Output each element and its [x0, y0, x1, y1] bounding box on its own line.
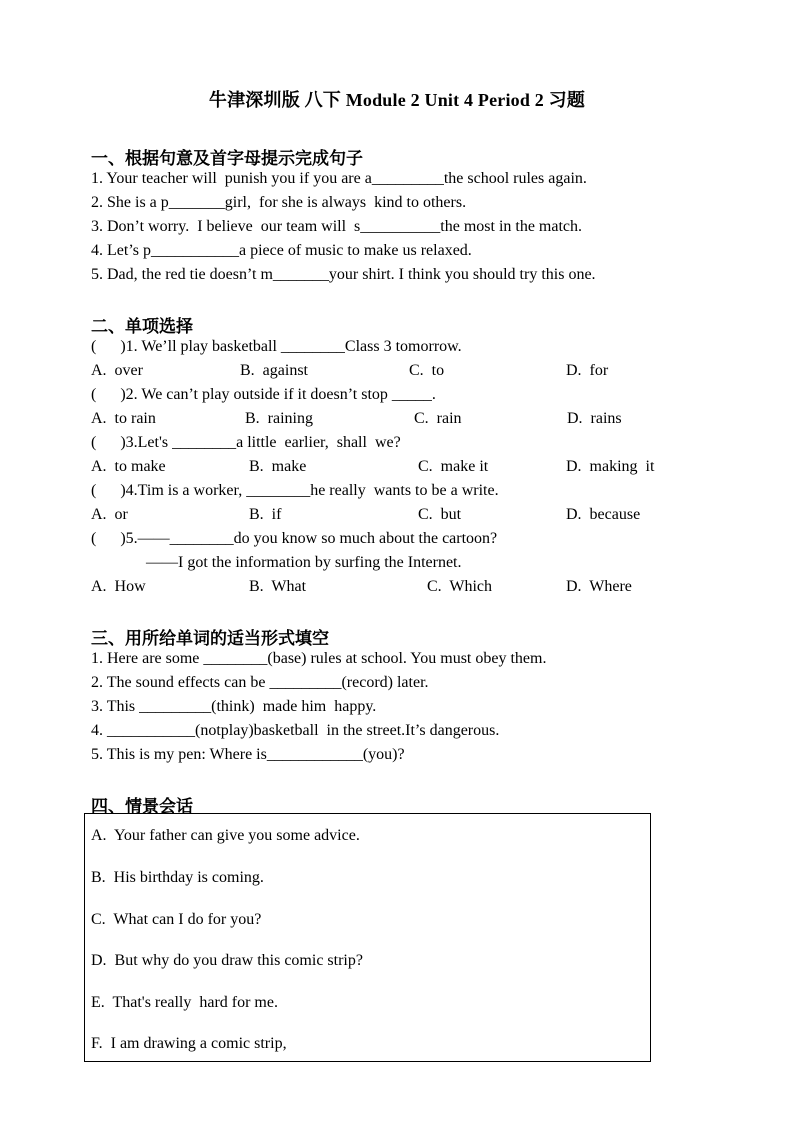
section-3-heading: 三、用所给单词的适当形式填空	[91, 629, 329, 648]
question-1-option-b: B. against	[240, 362, 308, 379]
question-2-option-d: D. rains	[567, 410, 622, 427]
section-1-heading: 一、根据句意及首字母提示完成句子	[91, 149, 363, 168]
section-3-item-4: 4. ___________(notplay)basketball in the street.It’s dangerous.	[91, 722, 500, 739]
page-title: 牛津深圳版 八下 Module 2 Unit 4 Period 2 习题	[208, 90, 586, 110]
question-4-option-c: C. but	[418, 506, 462, 523]
section-1-item-4: 4. Let’s p___________a piece of music to make us relaxed.	[91, 242, 472, 259]
section-3-item-1: 1. Here are some ________(base) rules at school. You must obey them.	[91, 650, 547, 667]
question-5-stem-reply: ——I got the information by surfing the Internet.	[146, 554, 462, 571]
question-4-option-b: B. if	[249, 506, 282, 523]
question-1-option-c: C. to	[409, 362, 445, 379]
question-1-option-a: A. over	[91, 362, 143, 379]
question-2-option-c: C. rain	[414, 410, 462, 427]
section-1-item-2: 2. She is a p_______girl, for she is always kind to others.	[91, 194, 467, 211]
question-3-option-c: C. make it	[418, 458, 489, 475]
question-1-option-d: D. for	[566, 362, 609, 379]
section-1-item-3: 3. Don’t worry. I believe our team will s__________the most in the match.	[91, 218, 583, 235]
question-2-stem: ( )2. We can’t play outside if it doesn’t stop _____.	[91, 386, 436, 403]
question-5-option-d: D. Where	[566, 578, 632, 595]
dialogue-option-e: E. That's really hard for me.	[91, 994, 278, 1011]
question-5-option-b: B. What	[249, 578, 307, 595]
question-5-option-c: C. Which	[427, 578, 493, 595]
section-1-item-5: 5. Dad, the red tie doesn’t m_______your shirt. I think you should try this one.	[91, 266, 596, 283]
question-3-option-b: B. make	[249, 458, 307, 475]
question-4-option-a: A. or	[91, 506, 128, 523]
question-4-option-d: D. because	[566, 506, 641, 523]
section-2-heading: 二、单项选择	[91, 317, 193, 336]
dialogue-option-b: B. His birthday is coming.	[91, 869, 264, 886]
section-4-heading: 四、情景会话	[91, 797, 193, 816]
dialogue-option-d: D. But why do you draw this comic strip?	[91, 952, 363, 969]
dialogue-option-c: C. What can I do for you?	[91, 911, 262, 928]
question-5-option-a: A. How	[91, 578, 146, 595]
question-2-option-b: B. raining	[245, 410, 313, 427]
dialogue-options-box	[84, 813, 651, 1062]
question-3-stem: ( )3.Let's ________a little earlier, shall we?	[91, 434, 401, 451]
question-5-stem: ( )5.——________do you know so much about the cartoon?	[91, 530, 498, 547]
section-1-item-1: 1. Your teacher will punish you if you are a_________the school rules again.	[91, 170, 587, 187]
section-3-item-3: 3. This _________(think) made him happy.	[91, 698, 377, 715]
section-3-item-5: 5. This is my pen: Where is____________(you)?	[91, 746, 405, 763]
section-3-item-2: 2. The sound effects can be _________(record) later.	[91, 674, 429, 691]
question-4-stem: ( )4.Tim is a worker, ________he really wants to be a write.	[91, 482, 499, 499]
question-1-stem: ( )1. We’ll play basketball ________Class 3 tomorrow.	[91, 338, 462, 355]
question-2-option-a: A. to rain	[91, 410, 156, 427]
dialogue-option-a: A. Your father can give you some advice.	[91, 827, 360, 844]
question-3-option-d: D. making it	[566, 458, 655, 475]
question-3-option-a: A. to make	[91, 458, 166, 475]
dialogue-option-f: F. I am drawing a comic strip,	[91, 1035, 287, 1052]
